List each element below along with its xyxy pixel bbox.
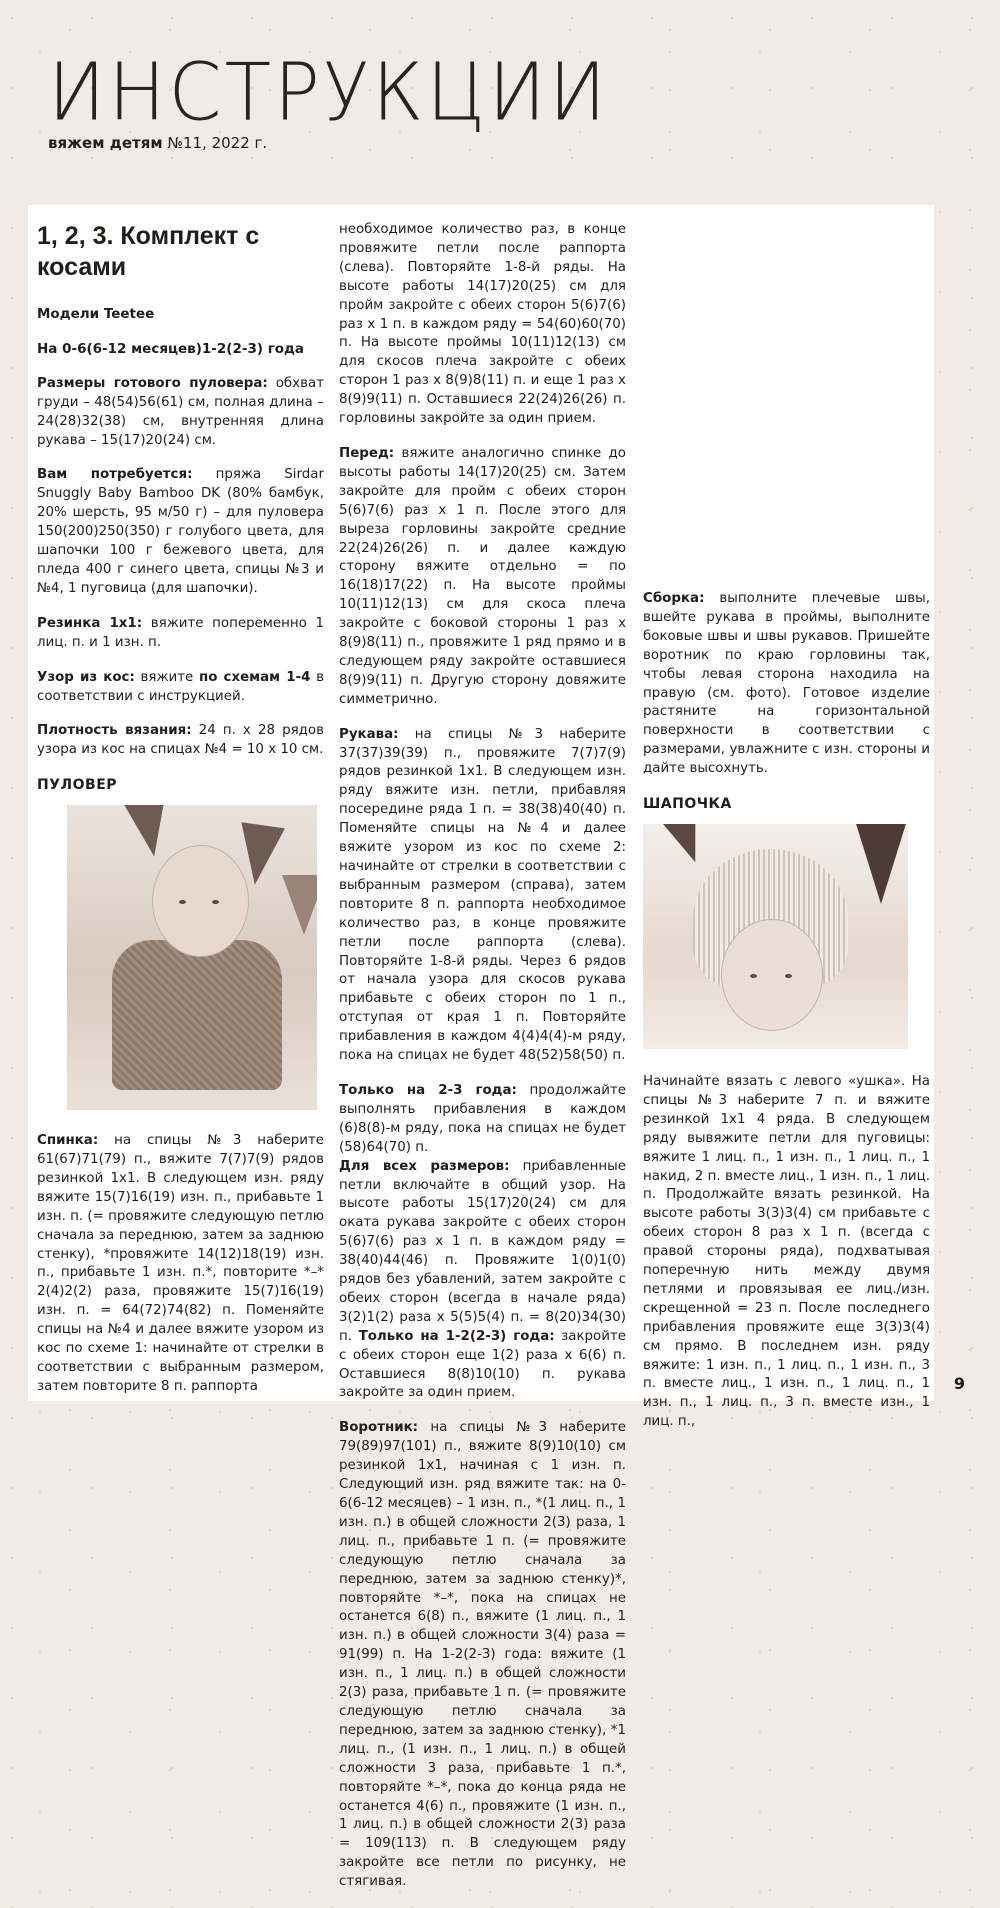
sizes-label: Размеры готового пуловера: (37, 375, 268, 391)
age-range: На 0-6(6-12 месяцев)1-2(2-3) года (37, 340, 305, 357)
models-credit: Модели Teetee (37, 306, 155, 322)
materials-paragraph: Вам потребуется: пряжа Sirdar Snuggly Baby Bamboo DK (80% бамбук, 20% шерсть, 95 м/50 г) – для пуловера 150(200)250(350) г голубого цвета, для шапочки 100 г бежевого цвета, для пледа 400 г синего цвета, спицы №3 и №4, 1 пуговица (для шапочки). (37, 467, 325, 596)
back-label: Спинка: (37, 1133, 99, 1149)
back-paragraph-cont: необходимое количество раз, в конце провяжите петли после раппорта (слева). Повторяйте 1-8-й ряды. На высоте работы 14(17)20(25) см для пройм закройте с обеих сторон 5(6)7(6) раз x 1 п. в каждом ряду = 54(60)60(70) п. На высоте проймы 10(11)12(13) см для скосов плеча закройте с обеих сторон 1 раз x 8(9)8(11) п. и еще 1 раз x 8(9)9(11) п. Оставшиеся 22(24)26(26) п. горловины закройте за один прием. (339, 222, 626, 427)
hat-paragraph: Начинайте вязать с левого «ушка». На спицы №3 наберите 7 п. и вяжите резинкой 1x1 4 ряда. В следующем ряду вывяжите петли для пуговицы: вяжите 1 лиц. п., 1 изн. п., 1 лиц. п., 1 накид, 2 п. вместе лиц., 1 изн. п., 1 лиц. п. Продолжайте вязать резинкой. На высоте работы 3(3)3(4) см прибавьте с обеих сторон 8 раз x 1 п. (всегда с правой стороны ряда), подхватывая поперечную нить между двумя петлями и провязывая ее лиц./изн. скрещенной = 23 п. После последнего прибавления провяжите еще 3(3)3(4) см прямо. В последнем изн. ряду вяжите: 1 изн. п., 1 лиц. п., 1 изн. п., 3 п. вместе лиц., 1 изн. п., 1 лиц. п., 1 изн. п., 1 лиц. п., 3 п. вместе изн., 1 лиц. п., (643, 1073, 930, 1430)
article-title: 1, 2, 3. Комплект с косами (37, 222, 260, 281)
column-2 (339, 205, 626, 1908)
issue-number: №11, 2022 г. (167, 134, 268, 152)
rib-paragraph: Резинка 1x1: вяжите попеременно 1 лиц. п. и 1 изн. п. (37, 615, 324, 650)
baby-face (152, 845, 249, 957)
gauge-label: Плотность вязания: (37, 723, 192, 739)
assembly-label: Сборка: (643, 591, 705, 606)
rib-label: Резинка 1x1: (37, 615, 143, 631)
assembly-paragraph: Сборка: выполните плечевые швы, вшейте рукава в проймы, выполните боковые швы и швы рукавов. Пришейте воротник по краю горловины так, чтобы левая сторона находила на правую (см. фото). Готовое изделие растяните на горизонтальной поверхности в соответствии с размерами, увлажните с изн. стороны и дайте высохнуть. (643, 591, 930, 777)
front-paragraph: Перед: вяжите аналогично спинке до высоты работы 14(17)20(25) см. Затем закройте для пройм с обеих сторон 5(6)7(6) раз x 1 п. После этого для выреза горловины закройте средние 22(24)26(26) п. и далее каждую сторону вяжите отдельно = по 16(18)17(22) п. На высоте проймы 10(11)12(13) см для скоса плеча закройте с боковой стороны 1 раз x 8(9)8(11) п., провяжите 1 ряд прямо и в следующем ряду закройте оставшиеся 8(9)9(11) п. Другую сторону довяжите симметрично. (339, 445, 626, 707)
sleeves-paragraph: Рукава: на спицы №3 наберите 37(37)39(39) п., провяжите 7(7)7(9) рядов резинкой 1x1. В следующем изн. ряду вяжите изн. петли, прибавляя посередине ряда 1 п. = 38(38)40(40) п. Поменяйте спицы на №4 и далее вяжите узором из кос по схеме 2: начинайте от стрелки в соответствии с выбранным размером (справа), затем повторите 8 п. раппорта необходимое количество раз, в конце провяжите петли после раппорта (слева). Повторяйте 1-8-й ряды. Через 6 рядов от начала узора для скосов рукава прибавьте с обеих сторон по 1 п., отступая от края 1 п. Повторяйте прибавления в каждом 4(4)4(4)-м ряду, пока на спицах не будет 48(52)58(50) п. (339, 726, 626, 1064)
collar-paragraph: Воротник: на спицы №3 наберите 79(89)97(101) п., вяжите 8(9)10(10) см резинкой 1x1, начиная с 1 изн. п. Следующий изн. ряд вяжите так: на 0-6(6-12 месяцев) – 1 изн. п., *(1 лиц. п., 1 изн. п.) в общей сложности 2(3) раза, 1 лиц. п., прибавьте 1 п. (= провяжите следующую петлю сначала за переднюю, затем за заднюю стенку)*, повторяйте *–*, пока на спицах не останется 6(8) п., вяжите (1 лиц. п., 1 изн. п.) в общей сложности 3(4) раза = 91(99) п. На 1-2(2-3) года: вяжите (1 изн. п., 1 лиц. п.) в общей сложности 2(3) раза, прибавьте 1 п. (= провяжите следующую петлю сначала за переднюю, затем за заднюю стенку), *1 лиц. п., (1 изн. п., 1 лиц. п.) в общей сложности 3 раза, прибавьте 1 п.*, повторяйте *–*, пока до конца ряда не останется 4(6) п., провяжите (1 изн. п., 1 лиц. п.) в общей сложности 2(3) раза = 109(113) п. В следующем ряду закройте все петли по рисунку, не стягивая. (339, 1420, 626, 1890)
gauge-paragraph: Плотность вязания: 24 п. x 28 рядов узора из кос на спицах №4 = 10 x 10 см. (37, 723, 324, 758)
all-sizes-label: Для всех размеров: (339, 1158, 510, 1174)
baby-face (721, 919, 823, 1031)
all-sizes-paragraph: Для всех размеров: прибавленные петли включайте в общий узор. На высоте работы 15(17)20(24) см для оката рукава закройте с обеих сторон 5(6)7(6) раз x 1 п. в каждом ряду = 38(40)44(46) п. Провяжите 1(0)1(0) рядов без убавлений, затем закройте с обеих сторон (всегда в начале ряда) 3(2)1(2) раза x 5(5)5(4) п. = 8(20)34(30) п. Только на 1-2(2-3) года: закройте с обеих сторон еще 1(2) раза x 6(6) п. Оставшиеся 8(8)10(10) п. рукава закройте за один прием. (339, 1158, 626, 1401)
only-2-3-label: Только на 2-3 года: (339, 1082, 517, 1098)
sizes-paragraph: Размеры готового пуловера: обхват груди – 48(54)56(61) см, полная длина – 24(28)32(38) см, внутренняя длина рукава – 15(17)20(24) см. (37, 375, 324, 448)
sweater-shape (112, 940, 282, 1090)
cable-label: Узор из кос: (37, 669, 135, 685)
bunting-flag-icon (853, 824, 908, 904)
magazine-name: вяжем детям (48, 134, 163, 152)
cable-paragraph: Узор из кос: вяжите по схемам 1-4 в соответствии с инструкцией. (37, 669, 324, 704)
sleeves-label: Рукава: (339, 726, 399, 742)
collar-label: Воротник: (339, 1420, 419, 1436)
back-paragraph: Спинка: на спицы №3 наберите 61(67)71(79) п., вяжите 7(7)7(9) рядов резинкой 1x1. В следующем изн. ряду вяжите 15(7)16(19) изн. п., прибавьте 1 изн. п. (= провяжите следующую петлю сначала за переднюю, затем за заднюю стенку), *провяжите 14(12)18(19) изн. п., прибавьте 1 изн. п.*, повторите *–* 2(4)2(2) раза, провяжите 15(7)16(19) изн. п. = 64(72)74(82) п. Поменяйте спицы на №4 и далее вяжите узором из кос по схеме 1: начинайте от стрелки в соответствии с выбранным размером, затем повторите 8 п. раппорта (37, 1133, 324, 1394)
page-header (48, 44, 748, 152)
pullover-heading: ПУЛОВЕР (37, 777, 118, 794)
front-label: Перед: (339, 445, 395, 461)
page-title: ИНСТРУКЦИИ (48, 44, 610, 139)
page-number: 9 (953, 1374, 965, 1393)
page-margin (934, 205, 1000, 1401)
bunting-flag-icon (122, 805, 176, 860)
materials-label: Вам потребуется: (37, 467, 193, 483)
pullover-photo (67, 805, 317, 1110)
only-2-3-paragraph: Только на 2-3 года: продолжайте выполнять прибавления в каждом (6)8(8)-м ряду, пока на спицах не будет (58)64(70) п. (339, 1082, 626, 1155)
collar-paragraph-overflow-space (643, 205, 930, 590)
only-1-2-label: Только на 1-2(2-3) года: (358, 1328, 555, 1344)
hat-photo (643, 824, 908, 1049)
column-1 (37, 205, 324, 1413)
hat-heading: ШАПОЧКА (643, 796, 732, 813)
bunting-flag-icon (654, 824, 716, 870)
article-content (28, 205, 934, 1890)
bunting-flag-icon (282, 875, 317, 935)
column-3 (643, 205, 930, 1448)
